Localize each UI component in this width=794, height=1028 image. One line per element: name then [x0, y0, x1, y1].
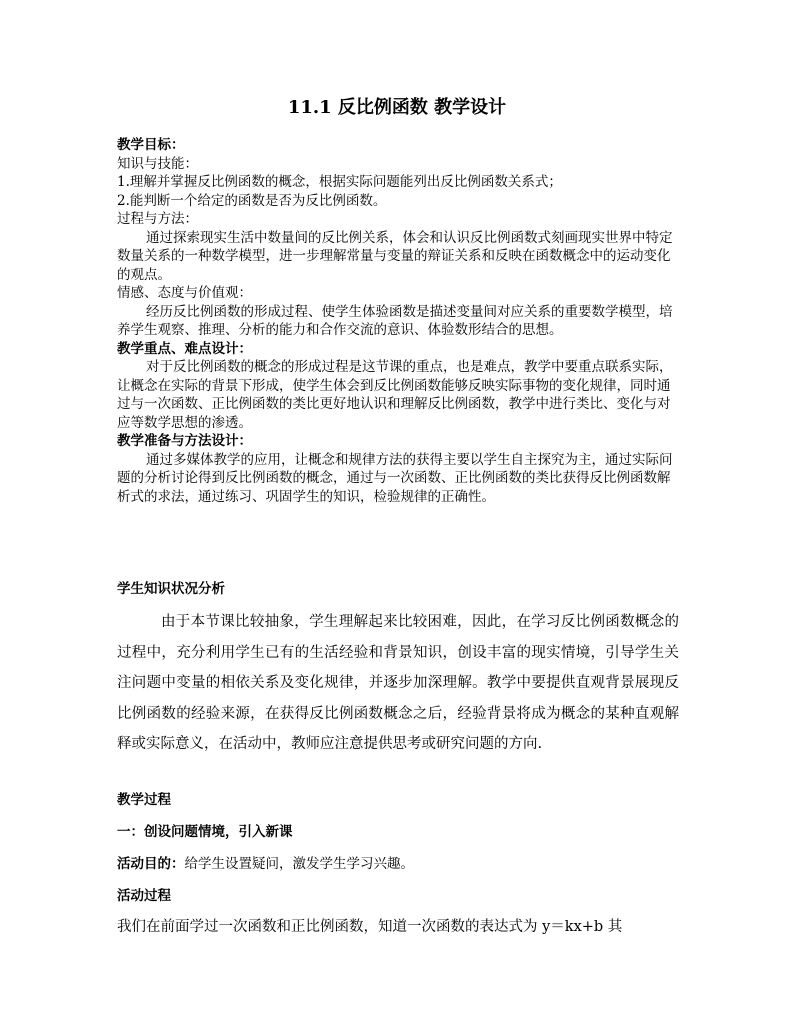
knowledge-heading: 知识与技能： — [117, 155, 198, 172]
activity-goal-label: 活动目的： — [117, 856, 185, 872]
activity-goal-text: 给学生设置疑问，激发学生学习兴趣。 — [184, 856, 414, 872]
analysis-section — [117, 579, 679, 760]
process-section — [117, 789, 679, 938]
document-title: 11.1 反比例函数 教学设计 — [287, 97, 507, 118]
key-points-text: 对于反比例函数的概念的形成过程是这节课的重点，也是难点，教学中要重点联系实际，让概念在实际的背景下形成，使学生体会到反比例函数能够反映实际事物的变化规律，同时通过与一次函数、正比例函数的类比更好地认识和理解反比例函数，教学中进行类比、变化与对应等数学思想的渗透。 — [117, 359, 673, 431]
analysis-heading: 学生知识状况分析 — [117, 581, 225, 597]
attitude-heading: 情感、态度与价值观： — [117, 285, 252, 301]
objectives-heading: 教学目标： — [117, 137, 185, 153]
step1-heading: 一：创设问题情境，引入新课 — [117, 824, 293, 840]
analysis-text: 由于本节课比较抽象，学生理解起来比较困难，因此，在学习反比例函数概念的过程中，充分利用学生已有的生活经验和背景知识，创设丰富的现实情境，引导学生关注问题中变量的相依关系及变化规律，并逐步加深理解。教学中要提供直观背景展现反比例函数的经验来源，在获得反比例函数概念之后，经验背景将成为概念的某种直观解释或实际意义，在活动中，教师应注意提供思考或研究问题的方向. — [117, 614, 679, 752]
activity-heading: 活动过程 — [117, 888, 171, 904]
preparation-heading: 教学准备与方法设计： — [117, 433, 252, 449]
preparation-text: 通过多媒体教学的应用，让概念和规律方法的获得主要以学生自主探究为主，通过实际问题的分析讨论得到反比例函数的概念，通过与一次函数、正比例函数的类比获得反比例函数解析式的求法，通过练习、巩固学生的知识，检验规律的正确性。 — [117, 451, 673, 505]
activity-text: 我们在前面学过一次函数和正比例函数，知道一次函数的表达式为 y＝kx+b 其 — [117, 919, 623, 935]
objectives-section — [117, 136, 679, 506]
activity-goal — [117, 853, 679, 875]
knowledge-item: 1.理解并掌握反比例函数的概念，根据实际问题能列出反比例函数关系式； — [117, 174, 562, 190]
process-heading: 教学过程 — [117, 792, 171, 808]
attitude-text: 经历反比例函数的形成过程、使学生体验函数是描述变量间对应关系的重要数学模型，培养学生观察、推理、分析的能力和合作交流的意识、体验数形结合的思想。 — [117, 303, 673, 338]
process-method-text: 通过探索现实生活中数量间的反比例关系，体会和认识反比例函数式刻画现实世界中特定数量关系的一种数学模型，进一步理解常量与变量的辩证关系和反映在函数概念中的运动变化的观点。 — [117, 229, 673, 283]
process-method-heading: 过程与方法： — [117, 211, 198, 227]
key-points-heading: 教学重点、难点设计： — [117, 340, 252, 357]
knowledge-item: 2.能判断一个给定的函数是否为反比例函数。 — [117, 192, 387, 209]
